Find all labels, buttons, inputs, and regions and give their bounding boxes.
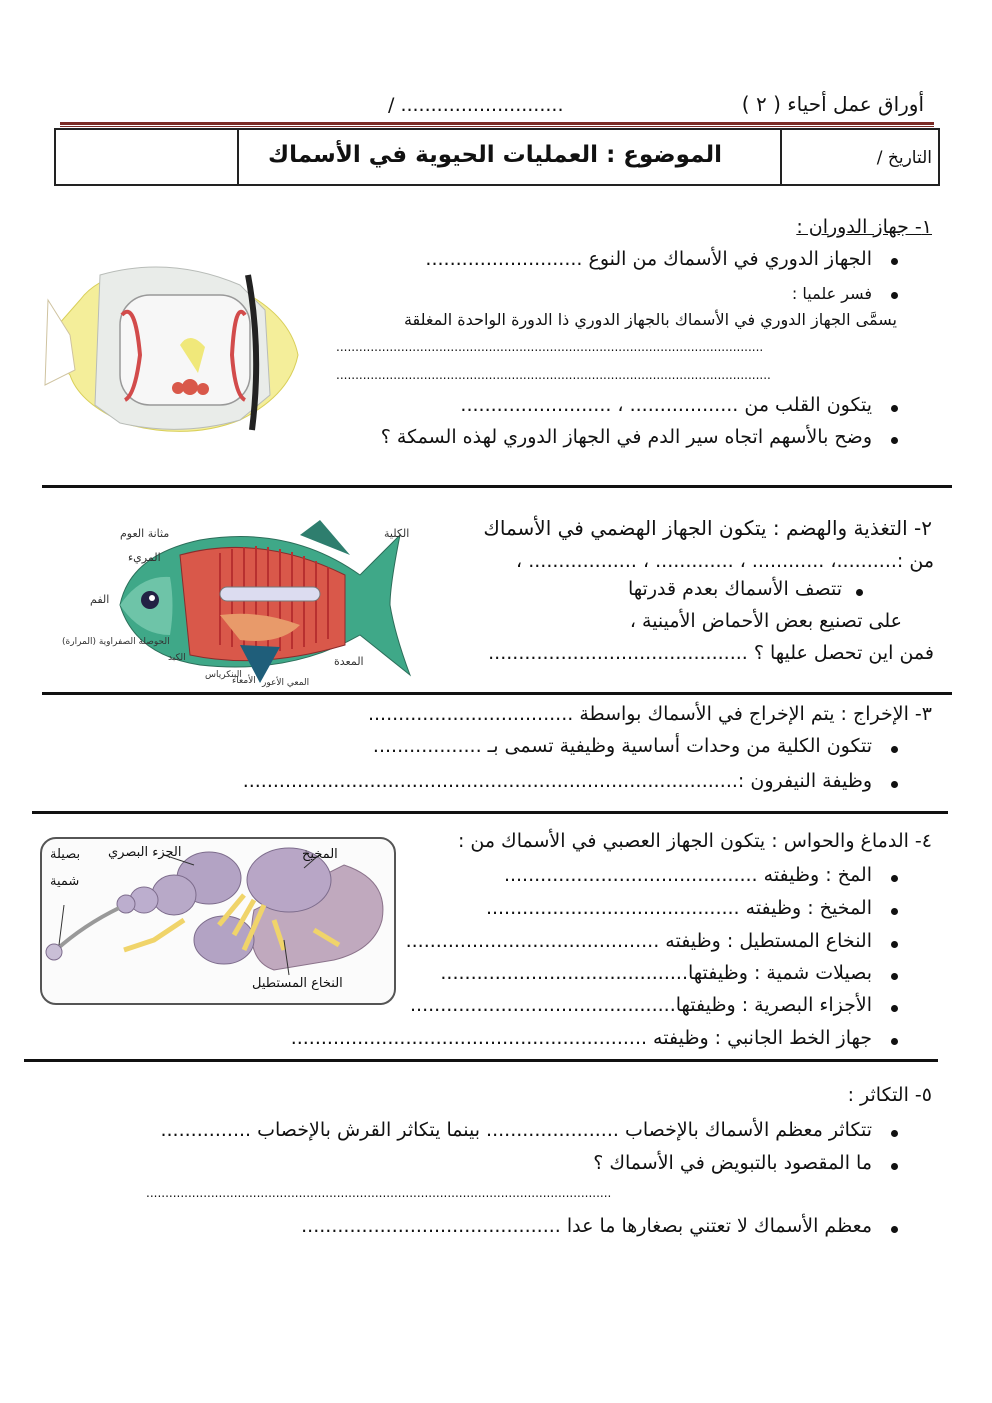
digestion-q1: تتصف الأسماك بعدم قدرتها	[627, 578, 842, 600]
header-divider	[60, 122, 934, 125]
label-caecum: المعي الأعور	[262, 678, 310, 688]
label-swim-bladder: مثانة العوم	[120, 527, 170, 540]
excretion-title[interactable]: ٣- الإخراج : يتم الإخراج في الأسماك بواسطة ..................................	[367, 703, 932, 725]
label-esophagus: المريء	[128, 551, 161, 564]
bullet-icon	[891, 1005, 898, 1012]
bullet-icon	[891, 1130, 898, 1137]
bullet-icon	[856, 589, 863, 596]
bullet-icon	[891, 437, 898, 444]
section-divider	[24, 1059, 938, 1062]
date-field[interactable]: التاريخ /	[876, 148, 932, 168]
label-liver: الكبد	[168, 653, 186, 663]
digestion-title: ٢- التغذية والهضم : يتكون الجهاز الهضمي في الأسماك	[483, 516, 932, 540]
label-intestine: الأمعاء	[232, 676, 256, 686]
label-cerebellum: المخيخ	[302, 847, 338, 862]
series-title: أوراق عمل أحياء ( ٢ )	[741, 92, 924, 116]
label-gall-bladder: الحوصلة الصفراوية (المرارة)	[62, 637, 170, 647]
excretion-q1[interactable]: تتكون الكلية من وحدات أساسية وظيفية تسمى بـ ..................	[372, 735, 872, 757]
nervous-item-optic[interactable]: الأجزاء البصرية : وظيفتها............................................	[410, 994, 872, 1016]
circulation-title: ١- جهاز الدوران :	[796, 216, 932, 238]
circulation-q2-answer-line-2[interactable]: ..................................................................................................................	[336, 368, 771, 382]
bullet-icon	[891, 973, 898, 980]
label-mouth: الفم	[90, 593, 110, 606]
label-optic-lobe: الجزء البصري	[108, 845, 182, 860]
reproduction-q1[interactable]: تتكاثر معظم الأسماك بالإخصاب ...................... بينما يتكاثر القرش بالإخصاب ...............	[160, 1119, 872, 1141]
nervous-item-brain[interactable]: المخ : وظيفته ..........................................	[503, 864, 872, 886]
fish-circulation-diagram	[40, 255, 302, 440]
section-divider	[32, 811, 948, 814]
label-kidney: الكلية	[384, 527, 410, 540]
fish-brain-diagram	[44, 840, 390, 998]
digestion-q1-ask[interactable]: فمن اين تحصل عليها ؟ ...........................................	[488, 642, 934, 664]
nervous-title: ٤- الدماغ والحواس : يتكون الجهاز العصبي في الأسماك من :	[457, 830, 932, 852]
label-olfactory-bulb: بصيلة	[50, 847, 81, 862]
header-table	[54, 128, 940, 186]
header-divider-thin	[60, 126, 934, 127]
fish-digestive-diagram	[60, 515, 440, 690]
section-divider	[42, 485, 952, 488]
bullet-icon	[891, 875, 898, 882]
nervous-item-medulla[interactable]: النخاع المستطيل : وظيفته ..........................................	[405, 930, 872, 952]
bullet-icon	[891, 908, 898, 915]
nervous-item-lateral-line[interactable]: جهاز الخط الجانبي : وظيفته ...........................................................	[290, 1027, 872, 1049]
label-olfactory-bulb-2: شمية	[50, 874, 80, 889]
digestion-components-line[interactable]: من :..........، ............ ، ............. ، .................. ،	[516, 550, 934, 572]
bullet-icon	[891, 1163, 898, 1170]
bullet-icon	[891, 746, 898, 753]
circulation-q2-answer-line-1[interactable]: ................................................................................................................	[336, 340, 764, 354]
circulation-q1[interactable]: الجهاز الدوري في الأسماك من النوع ..........................	[425, 248, 872, 270]
header-cell-divider	[780, 130, 782, 184]
bullet-icon	[891, 292, 898, 299]
circulation-q4: وضح بالأسهم اتجاه سير الدم في الجهاز الدوري لهذه السمكة ؟	[380, 426, 872, 448]
circulation-q2-statement: يسمَّى الجهاز الدوري في الأسماك بالجهاز الدوري ذا الدورة الواحدة المغلقة	[403, 310, 897, 329]
blank-cell[interactable]	[56, 130, 237, 184]
reproduction-q2: ما المقصود بالتبويض في الأسماك ؟	[593, 1152, 872, 1174]
bullet-icon	[891, 781, 898, 788]
name-line: / ...........................	[388, 94, 564, 116]
header-cell-divider	[237, 130, 239, 184]
bullet-icon	[891, 941, 898, 948]
bullet-icon	[891, 405, 898, 412]
bullet-icon	[891, 1038, 898, 1045]
nervous-item-cerebellum[interactable]: المخيخ : وظيفته ..........................................	[485, 897, 872, 919]
nervous-item-olfactory[interactable]: بصيلات شمية : وظيفتها.........................................	[440, 962, 872, 984]
digestion-q1-cont: على تصنيع بعض الأحماض الأمينية ،	[629, 610, 902, 632]
label-stomach: المعدة	[334, 655, 364, 668]
circulation-q2: فسر علميا :	[791, 284, 872, 303]
section-divider	[42, 692, 952, 695]
reproduction-q2-answer-line[interactable]: ..........................................................................................................................	[146, 1186, 612, 1200]
topic-title: الموضوع : العمليات الحيوية في الأسماك	[268, 142, 722, 168]
reproduction-title: ٥- التكاثر :	[847, 1084, 932, 1106]
circulation-q3[interactable]: يتكون القلب من .................. ، .........................	[460, 394, 872, 416]
label-medulla: النخاع المستطيل	[252, 976, 343, 991]
bullet-icon	[891, 258, 898, 265]
excretion-q2[interactable]: وظيفة النيفرون :..................................................................................	[242, 770, 872, 792]
reproduction-q3[interactable]: معظم الأسماك لا تعتني بصغارها ما عدا ...........................................	[301, 1215, 872, 1237]
bullet-icon	[891, 1226, 898, 1233]
label-pancreas: البنكرياس	[205, 670, 242, 680]
